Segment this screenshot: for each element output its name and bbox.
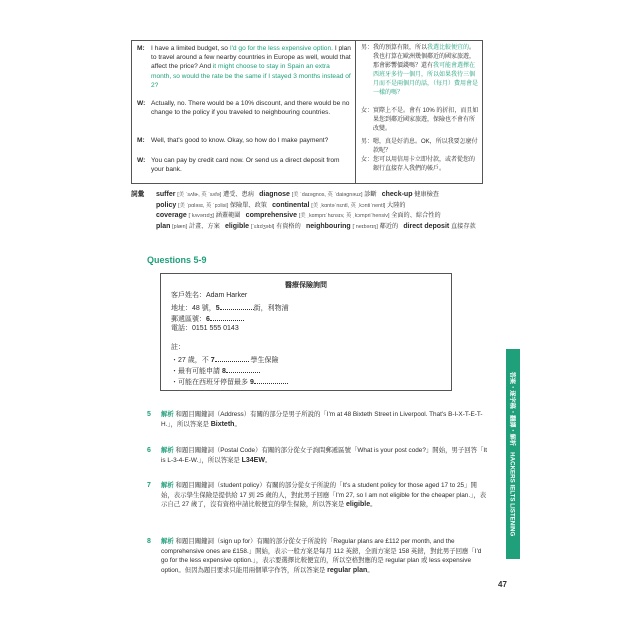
column-divider	[355, 41, 356, 183]
speaker-label: W:	[137, 157, 146, 164]
dialogue-text: 嗯，真是好消息。OK，所以我要怎麼付款呢？	[373, 139, 478, 154]
dialogue-text: 您可以用信用卡立即付款，或者從您的銀行直接存入我們的帳戶。	[373, 157, 476, 172]
answer: Bixteth	[210, 420, 235, 428]
form-postcode-line: 郵遞區號：6	[171, 313, 244, 325]
dialogue-line-zh-2	[361, 107, 480, 134]
answer-blank	[215, 354, 249, 362]
explanation-7	[147, 481, 487, 510]
vocab-phonetic: [美 ˈsʌfɚ, 英 ˈsʌfə]	[177, 192, 222, 198]
form-note-1: ・27 歲，不 7 學生保險	[171, 354, 279, 366]
answer: L34EW	[241, 456, 265, 464]
vocab-phonetic: [美 ˈpɑləsɪ, 英 ˈpɔlisi]	[177, 202, 229, 209]
dialogue-line-en-2	[137, 99, 351, 117]
vocab-phonetic: [美 ˌkɑntəˈnɛntl, 英 ˌkɔntiˈnentl]	[311, 202, 386, 209]
dialogue-line-en-4	[137, 156, 351, 174]
question-number: 6	[147, 447, 151, 454]
form-title: 醫療保險詢問	[285, 282, 327, 289]
form-address-line: 地址：48 號，5 街，利物浦	[171, 302, 289, 314]
vocab-word: direct deposit	[403, 222, 450, 230]
form-phone-line: 電話：0151 555 0143	[171, 325, 239, 332]
dialogue-text: 實際上不是。會有 10% 的折扣，而且如果您到鄰近國家旅遊，保險也不會有所改變。	[373, 108, 479, 132]
answer-blank	[210, 313, 244, 321]
explanation-5	[147, 410, 487, 429]
explanation-text: 解析 和題目關鍵詞（Address）有關的部分是男子所說的「I'm at 48 Bixteth Street in Liverpool. That's B-I-X-T-E-T-H.」，所以答案是 Bixteth。	[161, 411, 483, 428]
insurance-form-box	[160, 273, 452, 391]
vocab-row	[156, 190, 439, 200]
vocab-label: 詞彙	[131, 191, 145, 198]
dialogue-text: Well, that's good to know. Okay, so how do I make payment?	[151, 137, 329, 144]
vocab-meaning: 有資格的	[276, 222, 301, 230]
vocab-word: suffer	[156, 191, 176, 198]
speaker-label: 女：	[361, 108, 374, 114]
questions-heading: Questions 5-9	[147, 255, 207, 265]
dialogue-text: You can pay by credit card now. Or send us a direct deposit from your bank.	[151, 157, 340, 174]
answer-blank	[254, 376, 288, 384]
dialogue-line-en-3	[137, 136, 351, 145]
speaker-label: 男：	[361, 139, 374, 145]
answer-blank	[226, 365, 260, 373]
vocab-phonetic: [美 ˌkɑmprɪˈhɛnsɪv, 英 ˌkɔmpriˈhensiv]	[298, 213, 390, 219]
blank-number: 5	[215, 305, 220, 312]
dialogue-text: I have a limited budget, so I'd go for the less expensive option. I plan to travel around a few nearby countries in Europe as well, would that affect the price? And it might choose to stay in Spain an extra month, so would the rate be the same if I stayed 3 months instead of 2?	[151, 45, 351, 89]
vocab-meaning: 計畫、方案	[188, 222, 220, 230]
explanation-text: 解析 和題目關鍵詞（Postal Code）有關的部分從女子詢問郵遞區號「What is your post code?」開始，男子回答「It is L-3-4-E-W.」，所以答案是 L34EW。	[161, 447, 487, 464]
vocab-meaning: 診斷	[364, 191, 377, 198]
answer-blank	[220, 302, 254, 310]
vocab-meaning: 健康檢查	[414, 191, 439, 198]
form-note-2: ・最有可能申請 8	[171, 365, 260, 377]
vocab-word: eligible	[224, 222, 250, 230]
explanation-6	[147, 446, 487, 465]
vocab-word: check-up	[381, 191, 413, 198]
speaker-label: W:	[137, 100, 146, 107]
explanation-text: 解析 和題目關鍵詞（sign up for）有關的部分從女子所說的「Regular plans are £112 per month, and the comprehensive ones are £158.」開始，表示一般方案是每月 112 英鎊，全面方案是 158 英鎊，對此男子回應「I'd go for the less expensive option.」，表示要選擇比較便宜的，所以空格對應的是 regular plan 或 less expensive option。但因為題目要求只能用兩個單字作答，所以答案是 regular plan。	[161, 538, 482, 574]
form-name-line: 客戶姓名：Adam Harker	[171, 292, 248, 299]
side-tab-label: 答案・逐字稿・翻譯・解析 HACKERS IELTS LISTENING	[508, 371, 516, 537]
vocab-row	[156, 201, 406, 211]
vocab-word: comprehensive	[245, 212, 298, 219]
vocab-phonetic: [plæn]	[172, 223, 188, 230]
vocab-row	[156, 222, 476, 232]
vocab-meaning: 涵蓋範圍	[215, 212, 241, 219]
question-number: 5	[147, 411, 151, 418]
question-number: 8	[147, 538, 151, 545]
explanation-text: 解析 和題目關鍵詞（student policy）有關的部分從女子所說的「It's a student policy for those aged 17 to 25」開始，表示學生保險是提供給 17 到 25 歲的人，對此男子回應「I'm 27, so I am not eligible for the cheaper plan.」，表示自己 27 歲了，沒有資格申請比較便宜的學生保險，所以答案是 eligible。	[161, 482, 487, 508]
dialogue-line-zh-1	[361, 44, 480, 97]
vocab-meaning: 保險單、政策	[229, 201, 267, 209]
speaker-label: 女：	[361, 157, 374, 163]
blank-number: 8	[221, 368, 226, 375]
page-number: 47	[498, 580, 507, 589]
vocab-meaning: 直接存款	[450, 222, 476, 230]
blank-number: 7	[210, 357, 215, 364]
dialogue-line-zh-3	[361, 138, 480, 156]
form-note-3: ・可能在西班牙停留最多 9	[171, 376, 288, 388]
vocab-meaning: 鄰近的	[379, 222, 399, 230]
speaker-label: 男：	[361, 45, 374, 51]
dialogue-text: Actually, no. There would be a 10% discount, and there would be no change to the policy if you traveled to neighbouring countries.	[151, 100, 350, 117]
vocab-word: policy	[156, 201, 177, 209]
vocab-row	[156, 211, 441, 221]
vocab-phonetic: [ˈkʌvərɪdʒ]	[188, 213, 215, 219]
vocab-meaning: 全面的、綜合性的	[391, 212, 441, 219]
vocab-phonetic: [美 ˈdaɪəgnos, 英 ˈdaiəgnəuz]	[291, 192, 363, 198]
vocab-word: continental	[272, 201, 310, 209]
vocab-word: plan	[156, 222, 171, 230]
vocab-phonetic: [ˈneɪbərɪŋ]	[352, 223, 378, 230]
vocab-word: diagnose	[259, 191, 290, 198]
answer: eligible	[345, 501, 371, 508]
speaker-label: M:	[137, 137, 145, 144]
dialogue-line-en-1	[137, 44, 351, 90]
speaker-label: M:	[137, 45, 145, 52]
form-note-label: 註：	[171, 344, 185, 351]
vocab-meaning: 大陸的	[387, 201, 406, 209]
explanation-8	[147, 537, 487, 575]
vocab-word: coverage	[156, 212, 187, 219]
question-number: 7	[147, 482, 151, 489]
vocab-word: neighbouring	[305, 222, 351, 230]
vocab-phonetic: [ˈɛlɪdʒəbl]	[250, 223, 275, 230]
dialogue-table	[131, 40, 483, 184]
answer: regular plan	[327, 566, 368, 574]
blank-number: 6	[206, 316, 210, 323]
dialogue-text: 我的預算有限，所以我選比較便宜的。我也打算在歐洲幾個鄰近的國家旅遊，那會影響價錢嗎？還有我可能會選擇在西班牙多待一個月，所以如果我待三個月而不是兩個月的話，（每月）費用會是一樣的嗎？	[373, 45, 479, 96]
vocab-meaning: 遭受、患病	[223, 191, 254, 198]
dialogue-line-zh-4	[361, 156, 480, 174]
blank-number: 9	[249, 379, 254, 386]
